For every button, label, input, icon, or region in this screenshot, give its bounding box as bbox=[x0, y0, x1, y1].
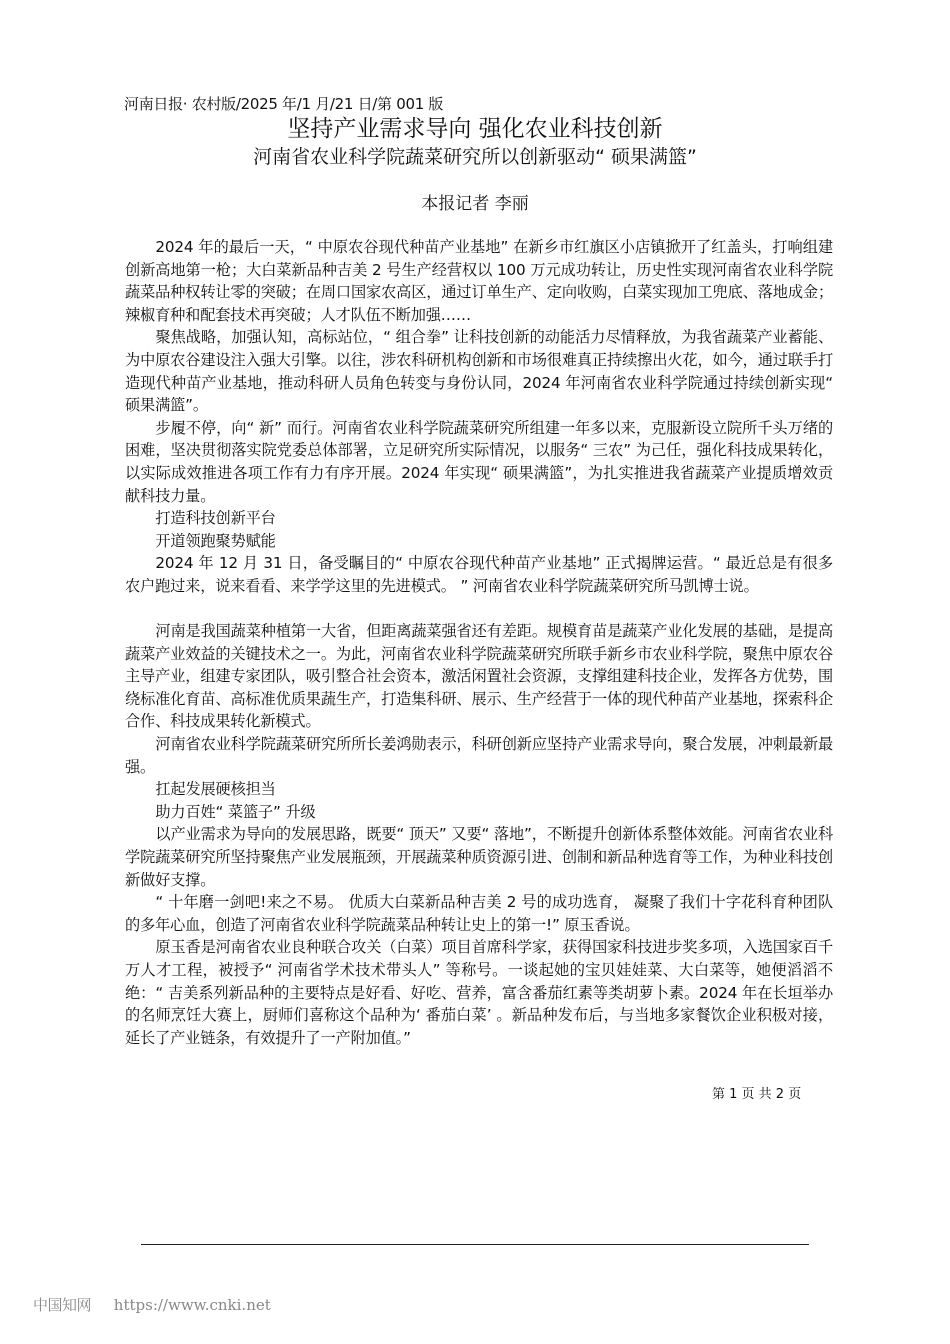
article-subtitle: 河南省农业科学院蔬菜研究所以创新驱动“ 硕果满篮” bbox=[253, 146, 697, 168]
footer-watermark bbox=[33, 1295, 271, 1315]
article-body bbox=[125, 236, 833, 1049]
publication-source: 河南日报· 农村版/2025 年/1 月/21 日/第 001 版 bbox=[124, 95, 444, 113]
section-heading: 打造科技创新平台 bbox=[155, 509, 276, 528]
paragraph: 河南省农业科学院蔬菜研究所所长姜鸿勋表示，科研创新应坚持产业需求导向，聚合发展，冲刺最新最强。 bbox=[125, 735, 833, 776]
cnki-url[interactable]: https://www.cnki.net bbox=[113, 1296, 271, 1314]
section-heading: 助力百姓“ 菜篮子” 升级 bbox=[155, 802, 316, 821]
footer-divider bbox=[141, 1244, 809, 1245]
paragraph: 2024 年的最后一天，“ 中原农谷现代种苗产业基地” 在新乡市红旗区小店镇掀开了红盖头，打响组建创新高地第一枪；大白菜新品种吉美 2 号生产经营权以 100 万元成功转让，历史性实现河南省农业科学院蔬菜品种权转让零的突破；在周口国家农高区，通过订单生产、定向收购，白菜实现加工兜底、落地成金；辣椒育种和配套技术再突破；人才队伍不断加强…… bbox=[125, 238, 833, 324]
page-number: 第 1 页 共 2 页 bbox=[712, 1087, 802, 1102]
article-title: 坚持产业需求导向 强化农业科技创新 bbox=[287, 116, 663, 142]
paragraph: 河南是我国蔬菜种植第一大省，但距离蔬菜强省还有差距。规模育苗是蔬菜产业化发展的基础，是提高蔬菜产业效益的关键技术之一。为此，河南省农业科学院蔬菜研究所联手新乡市农业科学院，聚焦中原农谷主导产业，组建专家团队，吸引整合社会资本，激活闲置社会资源，支撑组建科技企业，发挥各方优势，围绕标准化育苗、高标准优质果蔬生产，打造集科研、展示、生产经营于一体的现代种苗产业基地，探索科企合作、科技成果转化新模式。 bbox=[125, 622, 833, 731]
section-heading: 扛起发展硬核担当 bbox=[155, 780, 276, 799]
blank-line bbox=[125, 598, 833, 621]
paragraph: “ 十年磨一剑吧!来之不易。 优质大白菜新品种吉美 2 号的成功选育， 凝聚了我们十字花科育种团队的多年心血，创造了河南省农业科学院蔬菜品种转让史上的第一!” 原玉香说。 bbox=[125, 893, 833, 934]
cnki-logo-text: 中国知网 bbox=[33, 1296, 92, 1314]
paragraph: 2024 年 12 月 31 日，备受瞩目的“ 中原农谷现代种苗产业基地” 正式揭牌运营。“ 最近总是有很多农户跑过来，说来看看、来学学这里的先进模式。 ” 河南省农业科学院蔬菜研究所马凯博士说。 bbox=[125, 554, 833, 595]
paragraph: 以产业需求为导向的发展思路，既要“ 顶天” 又要“ 落地”，不断提升创新体系整体效能。河南省农业科学院蔬菜研究所坚持聚焦产业发展瓶颈，开展蔬菜种质资源引进、创制和新品种选育等工作，为种业科技创新做好支撑。 bbox=[125, 825, 833, 889]
paragraph: 步履不停，向“ 新” 而行。河南省农业科学院蔬菜研究所组建一年多以来，克服新设立院所千头万绪的困难，坚决贯彻落实院党委总体部署，立足研究所实际情况，以服务“ 三农” 为己任，强化科技成果转化，以实际成效推进各项工作有力有序开展。2024 年实现“ 硕果满篮”，为扎实推进我省蔬菜产业提质增效贡献科技力量。 bbox=[125, 418, 833, 505]
article-byline: 本报记者 李丽 bbox=[421, 194, 529, 214]
paragraph: 聚焦战略，加强认知，高标站位，“ 组合拳” 让科技创新的动能活力尽情释放，为我省蔬菜产业蓄能、为中原农谷建设注入强大引擎。以往，涉农科研机构创新和市场很难真正持续擦出火花，如今，通过联手打造现代种苗产业基地，推动科研人员角色转变与身份认同，2024 年河南省农业科学院通过持续创新实现“ 硕果满篮”。 bbox=[125, 328, 833, 415]
section-heading: 开道领跑聚势赋能 bbox=[155, 531, 276, 550]
paragraph: 原玉香是河南省农业良种联合攻关（白菜）项目首席科学家，获得国家科技进步奖多项，入选国家百千万人才工程，被授予“ 河南省学术技术带头人” 等称号。一谈起她的宝贝娃娃菜、大白菜等，她便滔滔不绝：“ 吉美系列新品种的主要特点是好看、好吃、营养，富含番茄红素等类胡萝卜素。2024 年在长垣举办的名师烹饪大赛上，厨师们喜称这个品种为‘ 番茄白菜’ 。新品种发布后，与当地多家餐饮企业积极对接，延长了产业链条，有效提升了一产附加值。” bbox=[125, 938, 833, 1047]
